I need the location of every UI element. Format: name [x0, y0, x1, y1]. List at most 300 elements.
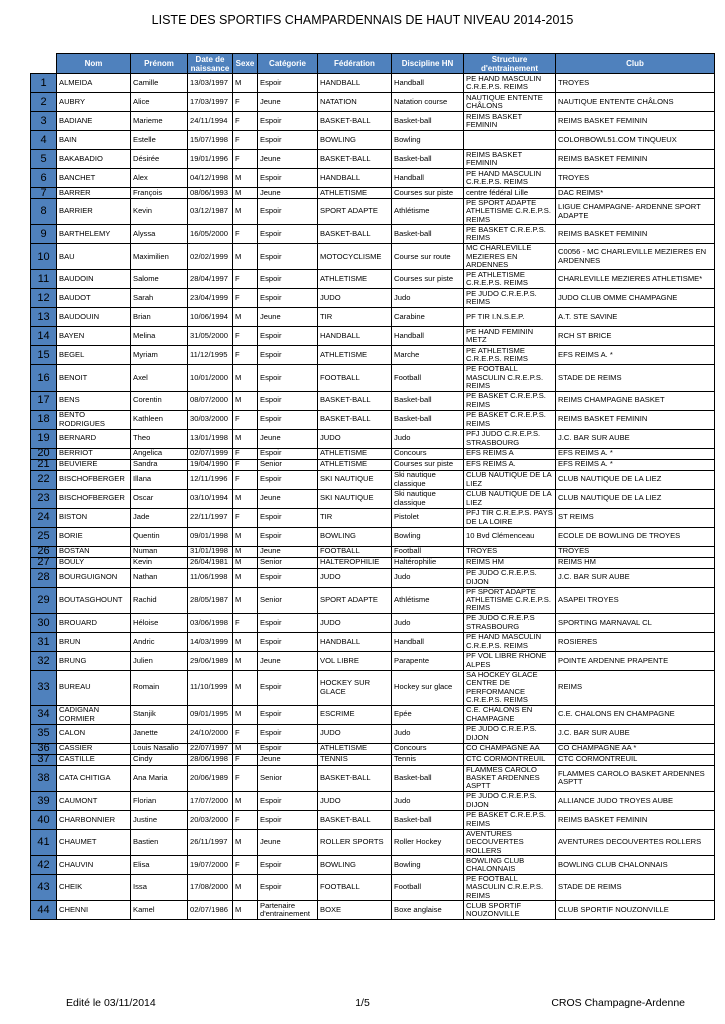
row-number: 22	[31, 470, 57, 489]
row-number: 28	[31, 568, 57, 587]
cell-categorie: Espoir	[258, 791, 318, 810]
cell-date: 19/07/2000	[188, 855, 233, 874]
table-row	[31, 327, 715, 346]
cell-sexe: F	[233, 150, 258, 169]
cell-discipline: Handball	[392, 74, 464, 93]
cell-nom: BOULY	[57, 557, 131, 568]
cell-club: TROYES	[556, 169, 715, 188]
cell-date: 03/12/1987	[188, 199, 233, 225]
cell-sexe: F	[233, 225, 258, 244]
cell-club: J.C. BAR SUR AUBE	[556, 724, 715, 743]
cell-structure: PF SPORT ADAPTE ATHLETISME C.R.E.P.S. REIMS	[464, 587, 556, 613]
cell-nom: BORIE	[57, 527, 131, 546]
row-number: 12	[31, 289, 57, 308]
cell-date: 20/03/2000	[188, 810, 233, 829]
cell-discipline: Course sur route	[392, 244, 464, 270]
cell-structure: MC CHARLEVILLE MEZIERES EN ARDENNES	[464, 244, 556, 270]
row-number: 9	[31, 225, 57, 244]
cell-prenom: Romain	[131, 670, 188, 705]
cell-categorie: Espoir	[258, 527, 318, 546]
cell-discipline: Judo	[392, 724, 464, 743]
table-row	[31, 670, 715, 705]
cell-federation: SPORT ADAPTE	[318, 199, 392, 225]
row-number: 2	[31, 93, 57, 112]
cell-sexe: M	[233, 391, 258, 410]
cell-structure: FLAMMES CAROLO BASKET ARDENNES ASPTT	[464, 765, 556, 791]
cell-federation: FOOTBALL	[318, 546, 392, 557]
cell-prenom: Camille	[131, 74, 188, 93]
cell-nom: BAUDOIN	[57, 270, 131, 289]
cell-club: CLUB SPORTIF NOUZONVILLE	[556, 901, 715, 920]
cell-sexe: M	[233, 791, 258, 810]
cell-categorie: Espoir	[258, 225, 318, 244]
cell-discipline: Bowling	[392, 131, 464, 150]
cell-federation: FOOTBALL	[318, 365, 392, 391]
table-row	[31, 391, 715, 410]
column-header-discipline[interactable]: Discipline HN	[392, 54, 464, 74]
cell-structure: PE JUDO C.R.E.P.S. DIJON	[464, 568, 556, 587]
cell-structure: PE BASKET C.R.E.P.S. REIMS	[464, 810, 556, 829]
cell-categorie: Senior	[258, 765, 318, 791]
cell-federation: HALTEROPHILIE	[318, 557, 392, 568]
cell-discipline: Roller Hockey	[392, 829, 464, 855]
cell-discipline: Haltérophilie	[392, 557, 464, 568]
cell-discipline: Athlétisme	[392, 587, 464, 613]
row-number: 3	[31, 112, 57, 131]
cell-sexe: M	[233, 74, 258, 93]
cell-sexe: F	[233, 448, 258, 459]
cell-nom: CHENNI	[57, 901, 131, 920]
table-row	[31, 93, 715, 112]
cell-date: 15/07/1998	[188, 131, 233, 150]
cell-federation: TIR	[318, 508, 392, 527]
table-row	[31, 470, 715, 489]
cell-structure: SA HOCKEY GLACE CENTRE DE PERFORMANCE C.R.E.P.S. REIMS	[464, 670, 556, 705]
cell-categorie: Espoir	[258, 632, 318, 651]
cell-nom: BROUARD	[57, 613, 131, 632]
cell-discipline: Boxe anglaise	[392, 901, 464, 920]
cell-sexe: F	[233, 289, 258, 308]
cell-categorie: Senior	[258, 557, 318, 568]
cell-date: 13/01/1998	[188, 429, 233, 448]
cell-club: REIMS BASKET FEMININ	[556, 150, 715, 169]
cell-club: C.E. CHALONS EN CHAMPAGNE	[556, 705, 715, 724]
cell-structure	[464, 131, 556, 150]
cell-sexe: F	[233, 855, 258, 874]
table-row	[31, 613, 715, 632]
cell-nom: AUBRY	[57, 93, 131, 112]
cell-club: REIMS	[556, 670, 715, 705]
cell-federation: SPORT ADAPTE	[318, 587, 392, 613]
row-number: 43	[31, 874, 57, 900]
cell-prenom: Alice	[131, 93, 188, 112]
cell-discipline: Concours	[392, 448, 464, 459]
cell-federation: BASKET-BALL	[318, 391, 392, 410]
cell-federation: TENNIS	[318, 754, 392, 765]
table-row	[31, 546, 715, 557]
table-row	[31, 557, 715, 568]
cell-prenom: Cindy	[131, 754, 188, 765]
cell-discipline: Football	[392, 546, 464, 557]
row-number: 33	[31, 670, 57, 705]
cell-club: ALLIANCE JUDO TROYES AUBE	[556, 791, 715, 810]
table-row	[31, 150, 715, 169]
cell-date: 09/01/1998	[188, 527, 233, 546]
table-row	[31, 169, 715, 188]
cell-federation: BOWLING	[318, 855, 392, 874]
cell-structure: CO CHAMPAGNE AA	[464, 743, 556, 754]
cell-sexe: M	[233, 429, 258, 448]
cell-structure: C.E. CHALONS EN CHAMPAGNE	[464, 705, 556, 724]
table-body	[31, 74, 715, 920]
cell-federation: VOL LIBRE	[318, 651, 392, 670]
cell-club: CLUB NAUTIQUE DE LA LIEZ	[556, 489, 715, 508]
cell-nom: BISTON	[57, 508, 131, 527]
column-header-nom[interactable]: Nom	[57, 54, 131, 74]
cell-club: CHARLEVILLE MEZIERES ATHLETISME*	[556, 270, 715, 289]
cell-prenom: Melina	[131, 327, 188, 346]
cell-federation: HANDBALL	[318, 169, 392, 188]
cell-discipline: Epée	[392, 705, 464, 724]
cell-nom: BAKABADIO	[57, 150, 131, 169]
footer-page-number: 1/5	[355, 997, 370, 1009]
cell-nom: CASSIER	[57, 743, 131, 754]
row-number: 13	[31, 308, 57, 327]
cell-prenom: Kevin	[131, 199, 188, 225]
cell-prenom: Kevin	[131, 557, 188, 568]
cell-categorie: Jeune	[258, 150, 318, 169]
cell-structure: PE ATHLETISME C.R.E.P.S. REIMS	[464, 270, 556, 289]
cell-federation: ATHLETISME	[318, 459, 392, 470]
cell-date: 08/06/1993	[188, 188, 233, 199]
cell-structure: PE BASKET C.R.E.P.S. REIMS	[464, 410, 556, 429]
cell-structure: CLUB NAUTIQUE DE LA LIEZ	[464, 489, 556, 508]
cell-sexe: M	[233, 199, 258, 225]
cell-federation: HANDBALL	[318, 74, 392, 93]
footer-organization: CROS Champagne-Ardenne	[551, 997, 685, 1009]
cell-prenom: Kathleen	[131, 410, 188, 429]
cell-categorie: Espoir	[258, 244, 318, 270]
table-row	[31, 791, 715, 810]
cell-structure: PE HAND FEMININ METZ	[464, 327, 556, 346]
cell-club: CTC CORMONTREUIL	[556, 754, 715, 765]
cell-club: RCH ST BRICE	[556, 327, 715, 346]
cell-discipline: Football	[392, 365, 464, 391]
cell-nom: BENOIT	[57, 365, 131, 391]
cell-club: ROSIERES	[556, 632, 715, 651]
cell-date: 12/11/1996	[188, 470, 233, 489]
cell-prenom: Kamel	[131, 901, 188, 920]
cell-discipline: Courses sur piste	[392, 459, 464, 470]
row-number: 38	[31, 765, 57, 791]
cell-date: 17/08/2000	[188, 874, 233, 900]
cell-prenom: Nathan	[131, 568, 188, 587]
cell-federation: ATHLETISME	[318, 188, 392, 199]
cell-sexe: M	[233, 188, 258, 199]
row-number: 8	[31, 199, 57, 225]
table-row	[31, 587, 715, 613]
column-header-structure[interactable]: Structure d'entrainement	[464, 54, 556, 74]
cell-prenom: Salome	[131, 270, 188, 289]
cell-date: 08/07/2000	[188, 391, 233, 410]
column-header-prenom[interactable]: Prénom	[131, 54, 188, 74]
row-number: 29	[31, 587, 57, 613]
cell-prenom: Andric	[131, 632, 188, 651]
cell-nom: CAUMONT	[57, 791, 131, 810]
cell-nom: BRUNG	[57, 651, 131, 670]
cell-categorie: Espoir	[258, 568, 318, 587]
cell-nom: BERNARD	[57, 429, 131, 448]
table-header-row	[31, 54, 715, 74]
cell-sexe: M	[233, 874, 258, 900]
cell-nom: BAYEN	[57, 327, 131, 346]
cell-discipline: Natation course	[392, 93, 464, 112]
column-header-sexe[interactable]: Sexe	[233, 54, 258, 74]
cell-prenom: Sarah	[131, 289, 188, 308]
table-row	[31, 568, 715, 587]
table-row	[31, 459, 715, 470]
cell-club: FLAMMES CAROLO BASKET ARDENNES ASPTT	[556, 765, 715, 791]
cell-structure: PE HAND MASCULIN C.R.E.P.S. REIMS	[464, 74, 556, 93]
cell-nom: BOUTASGHOUNT	[57, 587, 131, 613]
column-header-categorie[interactable]: Catégorie	[258, 54, 318, 74]
cell-categorie: Jeune	[258, 93, 318, 112]
athletes-table	[30, 53, 715, 920]
cell-federation: HANDBALL	[318, 632, 392, 651]
cell-date: 24/11/1994	[188, 112, 233, 131]
cell-date: 04/12/1998	[188, 169, 233, 188]
cell-federation: SKI NAUTIQUE	[318, 489, 392, 508]
table-row	[31, 724, 715, 743]
cell-nom: CHARBONNIER	[57, 810, 131, 829]
row-number: 27	[31, 557, 57, 568]
cell-federation: ATHLETISME	[318, 448, 392, 459]
cell-nom: CASTILLE	[57, 754, 131, 765]
cell-sexe: F	[233, 459, 258, 470]
cell-date: 20/06/1989	[188, 765, 233, 791]
row-number: 37	[31, 754, 57, 765]
cell-prenom: Myriam	[131, 346, 188, 365]
cell-prenom: Quentin	[131, 527, 188, 546]
row-number: 34	[31, 705, 57, 724]
cell-prenom: Alyssa	[131, 225, 188, 244]
row-number: 44	[31, 901, 57, 920]
column-header-date[interactable]: Date de naissance	[188, 54, 233, 74]
row-number-header	[31, 54, 57, 74]
cell-federation: BASKET-BALL	[318, 112, 392, 131]
column-header-federation[interactable]: Fédération	[318, 54, 392, 74]
cell-discipline: Judo	[392, 289, 464, 308]
cell-federation: MOTOCYCLISME	[318, 244, 392, 270]
cell-federation: BOWLING	[318, 527, 392, 546]
cell-club: SPORTING MARNAVAL CL	[556, 613, 715, 632]
table-row	[31, 225, 715, 244]
cell-structure: PE BASKET C.R.E.P.S. REIMS	[464, 225, 556, 244]
cell-date: 11/10/1999	[188, 670, 233, 705]
cell-sexe: M	[233, 743, 258, 754]
cell-club: C0056 - MC CHARLEVILLE MEZIERES EN ARDENNES	[556, 244, 715, 270]
table-row	[31, 131, 715, 150]
cell-categorie: Espoir	[258, 874, 318, 900]
cell-club: REIMS BASKET FEMININ	[556, 810, 715, 829]
cell-federation: TIR	[318, 308, 392, 327]
cell-club: STADE DE REIMS	[556, 874, 715, 900]
cell-date: 17/07/2000	[188, 791, 233, 810]
cell-nom: BAUDOUIN	[57, 308, 131, 327]
cell-categorie: Espoir	[258, 508, 318, 527]
cell-sexe: F	[233, 93, 258, 112]
cell-federation: JUDO	[318, 429, 392, 448]
cell-sexe: M	[233, 527, 258, 546]
cell-club: REIMS CHAMPAGNE BASKET	[556, 391, 715, 410]
cell-prenom: Theo	[131, 429, 188, 448]
cell-categorie: Jeune	[258, 188, 318, 199]
cell-federation: BASKET-BALL	[318, 225, 392, 244]
cell-federation: BOXE	[318, 901, 392, 920]
cell-discipline: Courses sur piste	[392, 270, 464, 289]
cell-discipline: Basket-ball	[392, 391, 464, 410]
cell-nom: BARRER	[57, 188, 131, 199]
cell-categorie: Espoir	[258, 199, 318, 225]
cell-structure: centre fédéral Lille	[464, 188, 556, 199]
table-row	[31, 855, 715, 874]
cell-prenom: Corentin	[131, 391, 188, 410]
cell-federation: BASKET-BALL	[318, 150, 392, 169]
cell-date: 28/05/1987	[188, 587, 233, 613]
row-number: 24	[31, 508, 57, 527]
cell-club: AVENTURES DECOUVERTES ROLLERS	[556, 829, 715, 855]
cell-nom: BUREAU	[57, 670, 131, 705]
cell-structure: PE FOOTBALL MASCULIN C.R.E.P.S. REIMS	[464, 365, 556, 391]
cell-categorie: Espoir	[258, 470, 318, 489]
cell-club: TROYES	[556, 74, 715, 93]
cell-sexe: M	[233, 169, 258, 188]
cell-prenom: Stanjik	[131, 705, 188, 724]
cell-nom: BISCHOFBERGER	[57, 489, 131, 508]
cell-prenom: Désirée	[131, 150, 188, 169]
table-row	[31, 308, 715, 327]
cell-date: 23/04/1999	[188, 289, 233, 308]
cell-nom: BARTHELEMY	[57, 225, 131, 244]
row-number: 5	[31, 150, 57, 169]
cell-prenom: Oscar	[131, 489, 188, 508]
cell-date: 22/11/1997	[188, 508, 233, 527]
cell-categorie: Espoir	[258, 346, 318, 365]
cell-nom: BAIN	[57, 131, 131, 150]
cell-club: POINTE ARDENNE PRAPENTE	[556, 651, 715, 670]
cell-discipline: Judo	[392, 791, 464, 810]
table-row	[31, 527, 715, 546]
cell-nom: CHAUMET	[57, 829, 131, 855]
cell-structure: PF VOL LIBRE RHONE ALPES	[464, 651, 556, 670]
table-row	[31, 632, 715, 651]
cell-categorie: Espoir	[258, 855, 318, 874]
cell-sexe: M	[233, 670, 258, 705]
cell-club: COLORBOWL51.COM TINQUEUX	[556, 131, 715, 150]
cell-sexe: M	[233, 308, 258, 327]
cell-sexe: M	[233, 568, 258, 587]
cell-structure: PE JUDO C.R.E.P.S STRASBOURG	[464, 613, 556, 632]
row-number: 35	[31, 724, 57, 743]
cell-federation: ATHLETISME	[318, 270, 392, 289]
table-row	[31, 410, 715, 429]
cell-federation: SKI NAUTIQUE	[318, 470, 392, 489]
cell-date: 03/10/1994	[188, 489, 233, 508]
cell-categorie: Jeune	[258, 429, 318, 448]
cell-date: 02/07/1986	[188, 901, 233, 920]
cell-categorie: Jeune	[258, 308, 318, 327]
cell-discipline: Judo	[392, 568, 464, 587]
cell-discipline: Courses sur piste	[392, 188, 464, 199]
cell-sexe: F	[233, 470, 258, 489]
cell-club: J.C. BAR SUR AUBE	[556, 429, 715, 448]
cell-sexe: F	[233, 410, 258, 429]
cell-nom: BOSTAN	[57, 546, 131, 557]
cell-club: BOWLING CLUB CHALONNAIS	[556, 855, 715, 874]
cell-nom: BAUDOT	[57, 289, 131, 308]
cell-categorie: Espoir	[258, 289, 318, 308]
row-number: 42	[31, 855, 57, 874]
cell-date: 30/03/2000	[188, 410, 233, 429]
cell-prenom: Ana Maria	[131, 765, 188, 791]
cell-discipline: Basket-ball	[392, 765, 464, 791]
cell-discipline: Carabine	[392, 308, 464, 327]
cell-nom: BERRIOT	[57, 448, 131, 459]
cell-categorie: Espoir	[258, 112, 318, 131]
cell-structure: TROYES	[464, 546, 556, 557]
cell-sexe: M	[233, 365, 258, 391]
cell-categorie: Partenaire d'entrainement	[258, 901, 318, 920]
cell-structure: PE JUDO C.R.E.P.S. DIJON	[464, 791, 556, 810]
cell-sexe: M	[233, 244, 258, 270]
cell-categorie: Espoir	[258, 327, 318, 346]
cell-date: 26/04/1981	[188, 557, 233, 568]
cell-structure: CTC CORMONTREUIL	[464, 754, 556, 765]
cell-federation: FOOTBALL	[318, 874, 392, 900]
cell-discipline: Judo	[392, 429, 464, 448]
cell-nom: BISCHOFBERGER	[57, 470, 131, 489]
cell-discipline: Ski nautique classique	[392, 470, 464, 489]
cell-federation: JUDO	[318, 613, 392, 632]
row-number: 20	[31, 448, 57, 459]
column-header-club[interactable]: Club	[556, 54, 715, 74]
cell-categorie: Espoir	[258, 365, 318, 391]
cell-sexe: F	[233, 508, 258, 527]
cell-federation: HANDBALL	[318, 327, 392, 346]
cell-sexe: F	[233, 346, 258, 365]
cell-discipline: Basket-ball	[392, 810, 464, 829]
cell-sexe: F	[233, 754, 258, 765]
cell-categorie: Espoir	[258, 670, 318, 705]
cell-sexe: F	[233, 613, 258, 632]
cell-prenom: Brian	[131, 308, 188, 327]
cell-prenom: Jade	[131, 508, 188, 527]
cell-federation: ESCRIME	[318, 705, 392, 724]
cell-structure: AVENTURES DECOUVERTES ROLLERS	[464, 829, 556, 855]
cell-club: REIMS BASKET FEMININ	[556, 112, 715, 131]
cell-structure: CLUB SPORTIF NOUZONVILLE	[464, 901, 556, 920]
cell-club: CLUB NAUTIQUE DE LA LIEZ	[556, 470, 715, 489]
cell-categorie: Jeune	[258, 489, 318, 508]
table-row	[31, 901, 715, 920]
table-row	[31, 365, 715, 391]
cell-club: EFS REIMS A. *	[556, 448, 715, 459]
cell-nom: BADIANE	[57, 112, 131, 131]
cell-sexe: M	[233, 489, 258, 508]
cell-prenom: Rachid	[131, 587, 188, 613]
cell-structure: PE JUDO C.R.E.P.S. REIMS	[464, 289, 556, 308]
cell-categorie: Espoir	[258, 448, 318, 459]
